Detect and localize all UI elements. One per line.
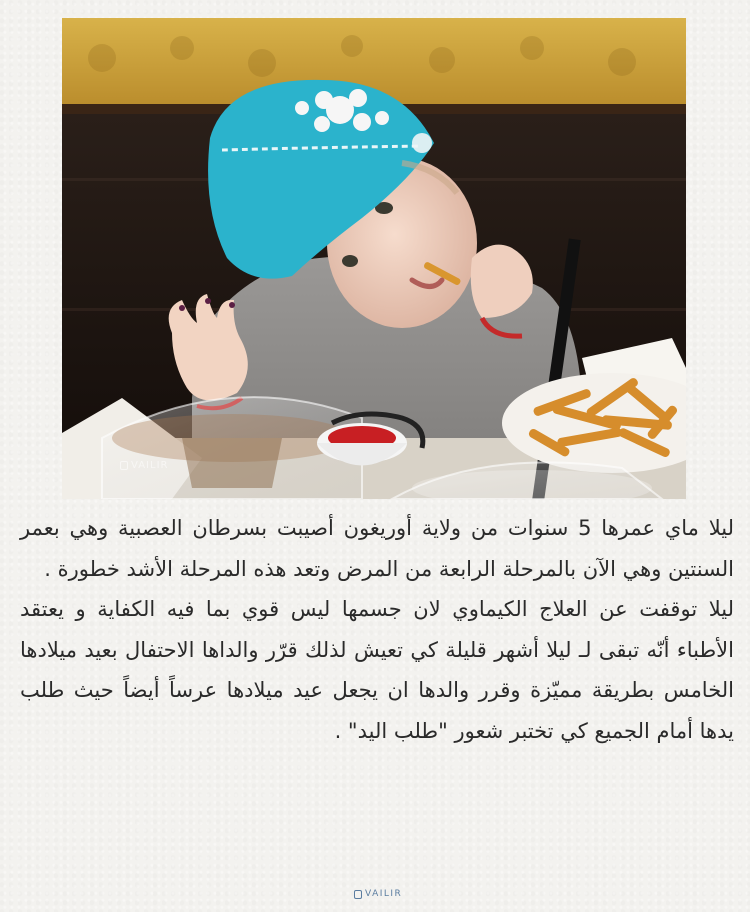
- article-paragraph-1: ليلا ماي عمرها 5 سنوات من ولاية أوريغون أصيبت بسرطان العصبية وهي بعمر السنتين وهي الآن بالمرحلة الرابعة من المرض وتعد هذه المرحلة الأشد خطورة .: [20, 516, 735, 581]
- article-photo: [62, 18, 686, 499]
- photo-watermark: [120, 460, 168, 471]
- photo-watermark-text: VAILIR: [131, 460, 169, 471]
- brand-logo-icon: [354, 890, 362, 899]
- photo-illustration: [62, 18, 686, 499]
- footer-watermark-text: VAILIR: [365, 889, 403, 899]
- article-paragraph-2: ليلا توقفت عن العلاج الكيماوي لان جسمها ليس قوي بما فيه الكفاية و يعتقد الأطباء أنّه تبقى لـ ليلا أشهر قليلة كي تعيش لذلك قرّر والداها الاحتفال بعيد ميلادها الخامس بطريقة مميّزة وقرر والدها ان يجعل عيد ميلادها عرساً أيضاً حيث طلب يدها أمام الجميع كي تختبر شعور "طلب اليد" .: [20, 597, 734, 743]
- brand-logo-icon: [120, 461, 128, 470]
- footer-watermark: [354, 889, 402, 899]
- article-body: [20, 508, 734, 751]
